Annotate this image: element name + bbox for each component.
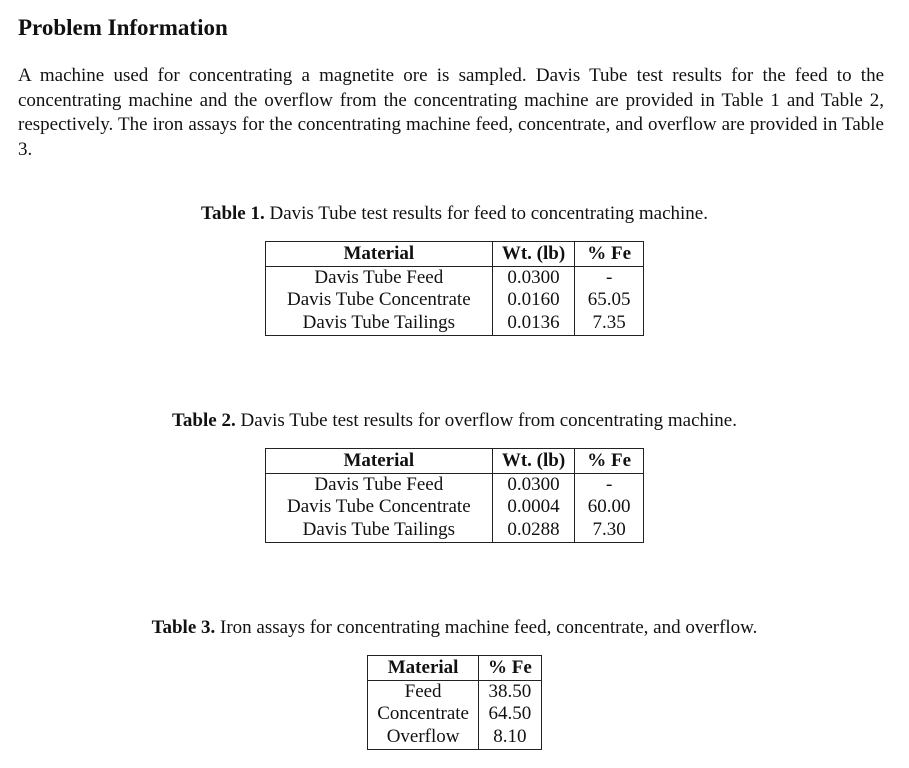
table-1-caption-text: Davis Tube test results for feed to concentrating machine. — [269, 203, 708, 224]
table-cell: Overflow — [386, 725, 460, 747]
table-row — [265, 266, 643, 289]
table-row — [368, 726, 542, 750]
table-1-label: Table 1. — [201, 203, 265, 224]
table-cell: 0.0300 — [492, 473, 574, 496]
table-cell: 8.10 — [479, 726, 542, 750]
table-2-caption — [0, 409, 909, 433]
table-row — [265, 519, 643, 543]
table-cell: 64.50 — [479, 703, 542, 726]
table-cell: Concentrate — [377, 703, 469, 724]
table-header-row — [265, 242, 643, 267]
table-cell: 0.0288 — [492, 519, 574, 543]
table-1-caption — [0, 202, 909, 226]
table-header-row — [265, 449, 643, 474]
table-row — [265, 473, 643, 496]
column-header: % Fe — [479, 656, 542, 681]
table-2-label: Table 2. — [172, 410, 236, 431]
table-row — [368, 703, 542, 726]
intro-paragraph: A machine used for concentrating a magnetite ore is sampled. Davis Tube test results for the feed to the concentrating machine and the overflow from the concentrating machine are provided in Table 1 and Table 2, respectively. The iron assays for the concentrating machine feed, concentrate, and overflow are provided in Table 3. — [18, 65, 884, 160]
table-cell: Davis Tube Tailings — [302, 518, 456, 540]
table-row — [265, 289, 643, 312]
table-cell: 60.00 — [575, 496, 644, 519]
table-cell: 7.35 — [575, 312, 644, 336]
table-header-row — [368, 656, 542, 681]
table-cell: 7.30 — [575, 519, 644, 543]
table-2-container — [0, 448, 909, 543]
table-3-container — [0, 655, 909, 750]
table-cell: Feed — [404, 680, 442, 702]
table-cell: Davis Tube Feed — [314, 266, 444, 288]
table-cell: Davis Tube Concentrate — [287, 496, 471, 517]
column-header: Wt. (lb) — [492, 449, 574, 474]
table-3-caption — [0, 616, 909, 640]
table-3-label: Table 3. — [151, 617, 216, 638]
table-cell: - — [575, 473, 644, 496]
table-2 — [265, 448, 644, 543]
table-cell: Davis Tube Feed — [314, 473, 444, 495]
column-header: Material — [265, 242, 492, 267]
table-cell: 38.50 — [479, 680, 542, 703]
column-header: Wt. (lb) — [492, 242, 574, 267]
column-header: Material — [265, 449, 492, 474]
table-1-container — [0, 241, 909, 336]
table-row — [265, 496, 643, 519]
table-2-caption-text: Davis Tube test results for overflow from concentrating machine. — [240, 410, 737, 431]
column-header: % Fe — [575, 242, 644, 267]
table-cell: 0.0136 — [492, 312, 574, 336]
table-row — [368, 680, 542, 703]
table-cell: 65.05 — [575, 289, 644, 312]
table-cell: 0.0300 — [492, 266, 574, 289]
column-header: % Fe — [575, 449, 644, 474]
table-cell: Davis Tube Concentrate — [287, 289, 471, 310]
page-title: Problem Information — [18, 15, 228, 40]
table-cell: Davis Tube Tailings — [302, 311, 456, 333]
table-cell: 0.0160 — [492, 289, 574, 312]
table-3 — [367, 655, 542, 750]
table-cell: 0.0004 — [492, 496, 574, 519]
table-cell: - — [575, 266, 644, 289]
table-3-caption-text: Iron assays for concentrating machine feed, concentrate, and overflow. — [220, 617, 758, 638]
table-row — [265, 312, 643, 336]
table-1 — [265, 241, 644, 336]
column-header: Material — [368, 656, 479, 681]
